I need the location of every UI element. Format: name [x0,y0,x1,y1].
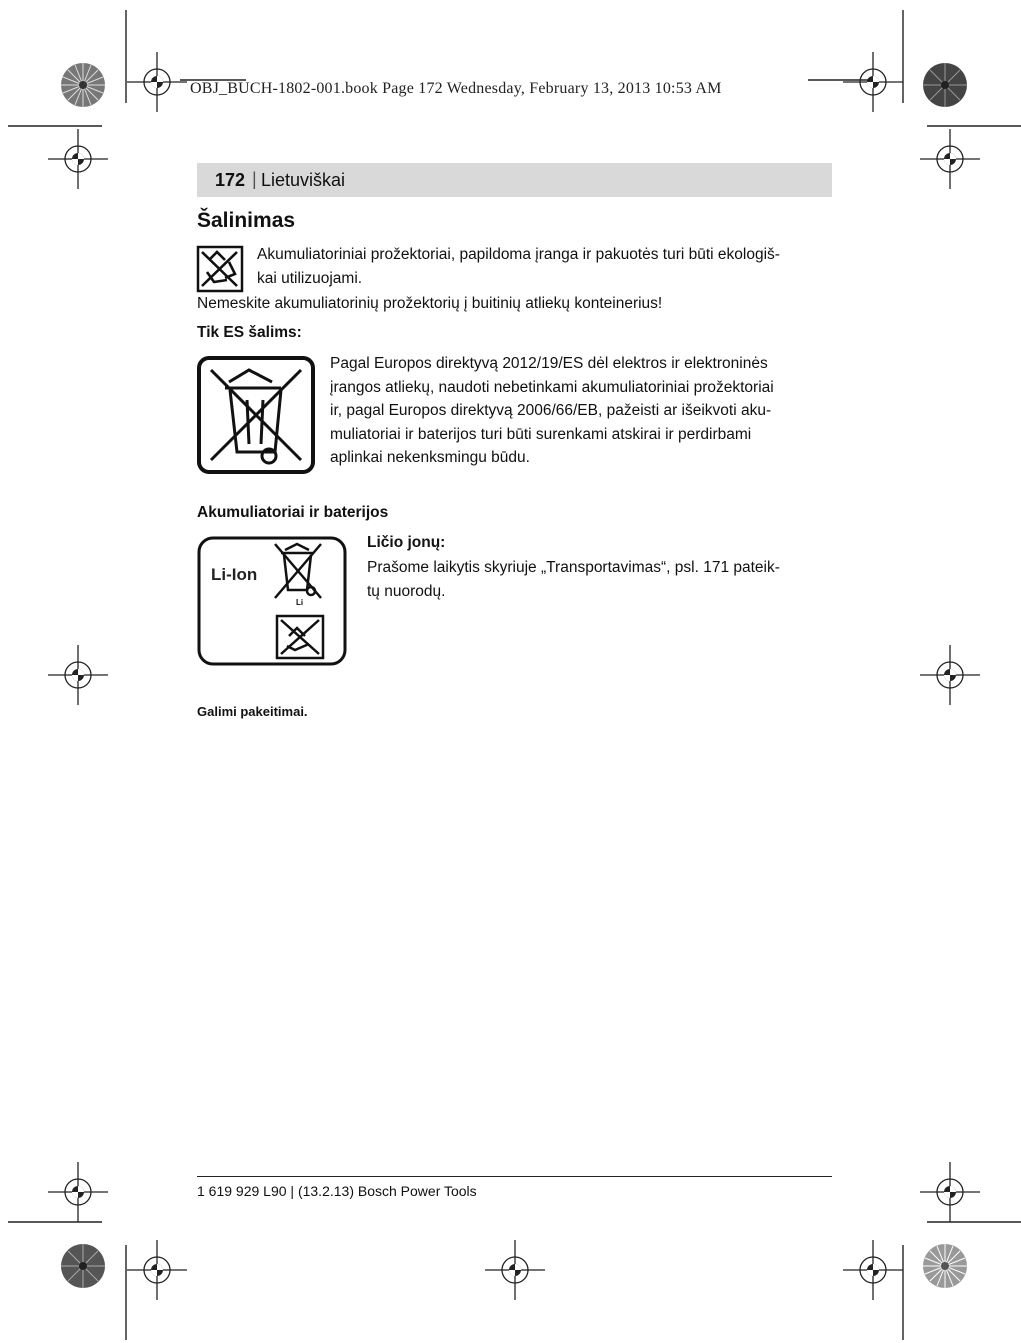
registration-target-icon [920,1162,980,1222]
registration-target-icon [48,129,108,189]
registration-target-icon [127,1240,187,1300]
li-ion-text-line: Prašome laikytis skyriuje „Transportavimas“, psl. 171 pateik- [367,559,780,576]
footer-divider [197,1176,832,1177]
eu-text-line: aplinkai nekenksmingu būdu. [330,449,530,466]
household-warning: Nemeskite akumuliatorinių prožektorių į buitinių atliekų konteinerius! [197,295,663,312]
section-title: Šalinimas [197,209,296,232]
page-footer: 1 619 929 L90 | (13.2.13) Bosch Power Tools [197,1183,477,1199]
eu-text-line: muliatoriai ir baterijos turi būti surenkami atskirai ir perdirbami [330,425,752,443]
registration-target-icon [920,129,980,189]
registration-target-icon [485,1240,545,1300]
eu-text-line: įrangos atliekų, naudoti nebetinkami akumuliatoriniai prožektoriai [330,378,774,396]
page-header [197,163,832,197]
header-language: Lietuviškai [261,170,346,190]
color-calibration-circle-icon [922,62,968,108]
registration-target-icon [843,1240,903,1300]
recycle-text-line: Akumuliatoriniai prožektoriai, papildoma įranga ir pakuotės turi būti ekologiš- [257,246,780,263]
eu-directive-text [330,352,774,470]
crossed-out-wheeled-bin-icon [197,356,315,474]
registration-target-icon [48,1162,108,1222]
color-calibration-circle-icon [60,62,106,108]
slug-line: OBJ_BUCH-1802-001.book Page 172 Wednesday, February 13, 2013 10:53 AM [190,80,722,97]
color-calibration-circle-icon [60,1243,106,1289]
color-calibration-circle-icon [922,1243,968,1289]
registration-target-icon [920,645,980,705]
recycle-text-line: kai utilizuojami. [257,269,363,287]
eu-text-line: ir, pagal Europos direktyvą 2006/66/EB, pažeisti ar išeikvoti aku- [330,402,772,419]
batteries-heading: Akumuliatoriai ir baterijos [197,504,389,521]
recycle-symbol-icon [197,246,243,292]
eu-text-line: Pagal Europos direktyvą 2012/19/ES dėl elektros ir elektroninės [330,355,768,372]
recycle-text [257,243,780,290]
eu-heading: Tik ES šalims: [197,324,302,341]
li-ion-label: Li-Ion [211,565,258,584]
li-ion-text-line: tų nuorodų. [367,582,446,600]
header-separator: | [252,169,257,189]
li-ion-battery-symbol-icon [197,536,347,666]
li-sub-label: Li [296,598,304,607]
registration-target-icon [843,52,903,112]
li-ion-text [367,556,780,603]
page-number: 172 [215,170,246,190]
changes-note: Galimi pakeitimai. [197,704,308,719]
registration-target-icon [127,52,187,112]
registration-target-icon [48,645,108,705]
li-ion-subheading: Ličio jonų: [367,534,446,551]
